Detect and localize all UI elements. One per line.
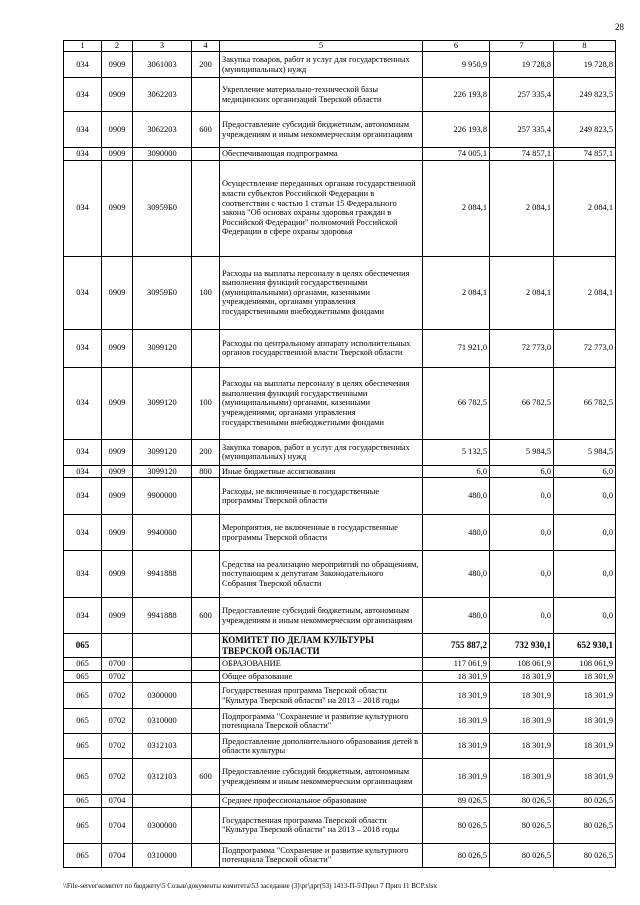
cell-expense-type — [192, 551, 220, 598]
cell-amount-2015: 80 026,5 — [490, 843, 554, 867]
cell-ministry-code: 034 — [64, 256, 102, 329]
cell-amount-2016: 80 026,5 — [554, 807, 616, 843]
cell-ministry-code: 065 — [64, 843, 102, 867]
cell-amount-2015: 0,0 — [490, 551, 554, 598]
cell-ministry-code: 034 — [64, 465, 102, 478]
cell-amount-2015: 0,0 — [490, 598, 554, 634]
cell-expense-type — [192, 843, 220, 867]
cell-section-code: 0702 — [102, 670, 133, 683]
cell-amount-2015: 18 301,9 — [490, 734, 554, 759]
cell-ministry-code: 034 — [64, 329, 102, 367]
table-row — [64, 795, 616, 808]
cell-ministry-code: 034 — [64, 439, 102, 465]
cell-section-code: 0909 — [102, 78, 133, 112]
cell-target-article: 3099120 — [133, 367, 192, 439]
cell-section-code: 0704 — [102, 807, 133, 843]
cell-section-code: 0909 — [102, 515, 133, 551]
cell-expense-type — [192, 478, 220, 515]
cell-ministry-code: 065 — [64, 709, 102, 734]
cell-amount-2015: 2 084,1 — [490, 160, 554, 256]
cell-target-article: 0300000 — [133, 683, 192, 709]
cell-description: Подпрограмма "Сохранение и развитие культурного потенциала Тверской области" — [220, 843, 423, 867]
header-col-1: 1 — [64, 41, 102, 52]
cell-amount-2016: 80 026,5 — [554, 795, 616, 808]
table-row — [64, 658, 616, 671]
cell-target-article: 0310000 — [133, 709, 192, 734]
cell-expense-type: 100 — [192, 256, 220, 329]
cell-description: ОБРАЗОВАНИЕ — [220, 658, 423, 671]
cell-target-article — [133, 634, 192, 658]
cell-description: Закупка товаров, работ и услуг для государственных (муниципальных) нужд — [220, 52, 423, 78]
cell-target-article: 0312103 — [133, 759, 192, 795]
cell-section-code — [102, 634, 133, 658]
cell-ministry-code: 065 — [64, 759, 102, 795]
cell-ministry-code: 065 — [64, 658, 102, 671]
cell-amount-2014: 480,0 — [423, 598, 490, 634]
cell-section-code: 0702 — [102, 683, 133, 709]
cell-target-article: 0312103 — [133, 734, 192, 759]
cell-amount-2016: 18 301,9 — [554, 759, 616, 795]
cell-ministry-code: 034 — [64, 515, 102, 551]
cell-target-article: 3062203 — [133, 112, 192, 148]
cell-expense-type — [192, 658, 220, 671]
cell-section-code: 0909 — [102, 329, 133, 367]
table-row — [64, 329, 616, 367]
cell-amount-2014: 6,0 — [423, 465, 490, 478]
cell-description: Средства на реализацию мероприятий по обращениям, поступающим к депутатам Законодательного Собрания Тверской области — [220, 551, 423, 598]
cell-amount-2014: 80 026,5 — [423, 807, 490, 843]
cell-description: Государственная программа Тверской области "Культура Тверской области" на 2013 – 2018 годы — [220, 683, 423, 709]
cell-ministry-code: 065 — [64, 634, 102, 658]
cell-section-code: 0702 — [102, 759, 133, 795]
cell-amount-2016: 72 773,0 — [554, 329, 616, 367]
cell-section-code: 0704 — [102, 795, 133, 808]
cell-amount-2014: 18 301,9 — [423, 709, 490, 734]
cell-amount-2016: 18 301,9 — [554, 670, 616, 683]
cell-ministry-code: 034 — [64, 112, 102, 148]
cell-description: Подпрограмма "Сохранение и развитие культурного потенциала Тверской области" — [220, 709, 423, 734]
cell-amount-2014: 18 301,9 — [423, 734, 490, 759]
cell-expense-type — [192, 807, 220, 843]
cell-amount-2016: 18 301,9 — [554, 734, 616, 759]
cell-expense-type — [192, 329, 220, 367]
cell-amount-2015: 19 728,8 — [490, 52, 554, 78]
cell-section-code: 0909 — [102, 598, 133, 634]
cell-description: Расходы на выплаты персоналу в целях обеспечения выполнения функций государственными (муниципальными) органами, казенными учреждениями, органами управления государственными внебюджетными фондами — [220, 256, 423, 329]
cell-amount-2015: 74 857,1 — [490, 148, 554, 161]
cell-amount-2014: 5 132,5 — [423, 439, 490, 465]
cell-amount-2016: 0,0 — [554, 551, 616, 598]
cell-target-article: 3062203 — [133, 78, 192, 112]
cell-expense-type — [192, 78, 220, 112]
cell-target-article: 3099120 — [133, 329, 192, 367]
header-col-3: 3 — [133, 41, 192, 52]
cell-amount-2016: 74 857,1 — [554, 148, 616, 161]
table-row — [64, 843, 616, 867]
cell-amount-2015: 18 301,9 — [490, 759, 554, 795]
header-col-8: 8 — [554, 41, 616, 52]
cell-expense-type — [192, 634, 220, 658]
cell-amount-2015: 18 301,9 — [490, 670, 554, 683]
cell-expense-type — [192, 709, 220, 734]
cell-amount-2014: 18 301,9 — [423, 670, 490, 683]
cell-amount-2014: 480,0 — [423, 478, 490, 515]
cell-amount-2014: 226 193,8 — [423, 78, 490, 112]
file-path-footer: \\File-server\комитет по бюджету\5 Созыв\документы комитета\53 заседание (3)\рг\дрг(53) 1413-П-5\Прил 7 Прил 11 ВСР.xlsx — [63, 882, 438, 890]
cell-section-code: 0704 — [102, 843, 133, 867]
cell-ministry-code: 065 — [64, 807, 102, 843]
cell-amount-2015: 72 773,0 — [490, 329, 554, 367]
cell-description: КОМИТЕТ ПО ДЕЛАМ КУЛЬТУРЫ ТВЕРСКОЙ ОБЛАСТИ — [220, 634, 423, 658]
cell-amount-2016: 2 084,1 — [554, 160, 616, 256]
cell-target-article: 30959Б0 — [133, 160, 192, 256]
cell-section-code: 0909 — [102, 160, 133, 256]
cell-expense-type — [192, 734, 220, 759]
cell-ministry-code: 065 — [64, 734, 102, 759]
cell-expense-type: 100 — [192, 367, 220, 439]
cell-ministry-code: 065 — [64, 670, 102, 683]
cell-amount-2016: 5 984,5 — [554, 439, 616, 465]
cell-target-article — [133, 795, 192, 808]
cell-amount-2016: 0,0 — [554, 515, 616, 551]
cell-section-code: 0909 — [102, 478, 133, 515]
cell-section-code: 0700 — [102, 658, 133, 671]
cell-description: Общее образование — [220, 670, 423, 683]
table-row — [64, 367, 616, 439]
cell-target-article: 30959Б0 — [133, 256, 192, 329]
cell-amount-2014: 2 084,1 — [423, 160, 490, 256]
cell-amount-2016: 66 782,5 — [554, 367, 616, 439]
header-col-7: 7 — [490, 41, 554, 52]
cell-amount-2014: 226 193,8 — [423, 112, 490, 148]
cell-section-code: 0909 — [102, 465, 133, 478]
cell-amount-2014: 480,0 — [423, 551, 490, 598]
cell-ministry-code: 034 — [64, 478, 102, 515]
cell-expense-type — [192, 683, 220, 709]
cell-amount-2016: 18 301,9 — [554, 683, 616, 709]
table-row — [64, 78, 616, 112]
cell-amount-2016: 0,0 — [554, 598, 616, 634]
cell-ministry-code: 034 — [64, 78, 102, 112]
cell-ministry-code: 065 — [64, 795, 102, 808]
cell-target-article: 3099120 — [133, 439, 192, 465]
cell-description: Укрепление материально-технической базы медицинских организаций Тверской области — [220, 78, 423, 112]
cell-amount-2015: 108 061,9 — [490, 658, 554, 671]
cell-amount-2014: 117 061,9 — [423, 658, 490, 671]
cell-target-article: 9940000 — [133, 515, 192, 551]
cell-description: Предоставление дополнительного образования детей в области культуры — [220, 734, 423, 759]
cell-section-code: 0909 — [102, 148, 133, 161]
cell-description: Государственная программа Тверской области "Культура Тверской области" на 2013 – 2018 годы — [220, 807, 423, 843]
cell-amount-2016: 249 823,5 — [554, 78, 616, 112]
table-row — [64, 52, 616, 78]
cell-amount-2016: 18 301,9 — [554, 709, 616, 734]
cell-target-article: 3090000 — [133, 148, 192, 161]
cell-amount-2014: 71 921,0 — [423, 329, 490, 367]
cell-description: Осуществление переданных органам государственной власти субъектов Российской Федерации в соответствии с частью 1 статьи 15 Федерального закона "Об основах охраны здоровья граждан в Российской Федерации" полномочий Российской Федерации в сфере охраны здоровья — [220, 160, 423, 256]
cell-description: Расходы по центральному аппарату исполнительных органов государственной власти Тверской области — [220, 329, 423, 367]
cell-description: Иные бюджетные ассигнования — [220, 465, 423, 478]
cell-section-code: 0909 — [102, 439, 133, 465]
cell-expense-type — [192, 795, 220, 808]
cell-section-code: 0909 — [102, 256, 133, 329]
cell-description: Закупка товаров, работ и услуг для государственных (муниципальных) нужд — [220, 439, 423, 465]
cell-description: Расходы на выплаты персоналу в целях обеспечения выполнения функций государственными (муниципальными) органами, казенными учреждениями, органами управления государственными внебюджетными фондами — [220, 367, 423, 439]
cell-amount-2016: 80 026,5 — [554, 843, 616, 867]
cell-amount-2015: 257 335,4 — [490, 112, 554, 148]
cell-description: Предоставление субсидий бюджетным, автономным учреждениям и иным некоммерческим организациям — [220, 598, 423, 634]
table-row — [64, 734, 616, 759]
cell-description: Мероприятия, не включенные в государственные программы Тверской области — [220, 515, 423, 551]
budget-table — [63, 40, 616, 868]
cell-amount-2015: 18 301,9 — [490, 709, 554, 734]
cell-amount-2015: 6,0 — [490, 465, 554, 478]
page-number: 28 — [615, 22, 624, 32]
cell-amount-2014: 66 782,5 — [423, 367, 490, 439]
table-row — [64, 759, 616, 795]
cell-target-article — [133, 658, 192, 671]
cell-amount-2015: 18 301,9 — [490, 683, 554, 709]
cell-description: Расходы, не включенные в государственные программы Тверской области — [220, 478, 423, 515]
table-row — [64, 515, 616, 551]
cell-section-code: 0909 — [102, 551, 133, 598]
table-row — [64, 670, 616, 683]
cell-target-article: 0300000 — [133, 807, 192, 843]
cell-target-article — [133, 670, 192, 683]
cell-amount-2015: 80 026,5 — [490, 795, 554, 808]
cell-amount-2014: 89 026,5 — [423, 795, 490, 808]
cell-expense-type: 600 — [192, 598, 220, 634]
cell-description: Предоставление субсидий бюджетным, автономным учреждениям и иным некоммерческим организациям — [220, 759, 423, 795]
cell-ministry-code: 034 — [64, 160, 102, 256]
cell-expense-type: 600 — [192, 759, 220, 795]
cell-amount-2015: 0,0 — [490, 478, 554, 515]
table-row — [64, 465, 616, 478]
table-row — [64, 160, 616, 256]
cell-amount-2015: 66 782,5 — [490, 367, 554, 439]
cell-section-code: 0702 — [102, 734, 133, 759]
cell-amount-2015: 5 984,5 — [490, 439, 554, 465]
cell-expense-type: 200 — [192, 439, 220, 465]
cell-amount-2016: 19 728,8 — [554, 52, 616, 78]
cell-ministry-code: 034 — [64, 148, 102, 161]
cell-section-code: 0909 — [102, 112, 133, 148]
table-row — [64, 256, 616, 329]
cell-amount-2015: 0,0 — [490, 515, 554, 551]
cell-ministry-code: 034 — [64, 551, 102, 598]
cell-expense-type: 200 — [192, 52, 220, 78]
cell-amount-2015: 257 335,4 — [490, 78, 554, 112]
cell-expense-type — [192, 515, 220, 551]
cell-ministry-code: 034 — [64, 598, 102, 634]
table-row — [64, 807, 616, 843]
table-row — [64, 634, 616, 658]
cell-amount-2016: 2 084,1 — [554, 256, 616, 329]
cell-amount-2014: 74 005,1 — [423, 148, 490, 161]
cell-expense-type — [192, 160, 220, 256]
table-row — [64, 709, 616, 734]
cell-amount-2014: 18 301,9 — [423, 683, 490, 709]
cell-target-article: 3061003 — [133, 52, 192, 78]
cell-amount-2016: 108 061,9 — [554, 658, 616, 671]
header-col-5: 5 — [220, 41, 423, 52]
cell-amount-2016: 0,0 — [554, 478, 616, 515]
cell-expense-type — [192, 148, 220, 161]
cell-amount-2014: 755 887,2 — [423, 634, 490, 658]
cell-amount-2014: 9 950,9 — [423, 52, 490, 78]
table-header-row — [64, 41, 616, 52]
table-row — [64, 439, 616, 465]
table-row — [64, 598, 616, 634]
cell-section-code: 0909 — [102, 52, 133, 78]
cell-section-code: 0909 — [102, 367, 133, 439]
cell-amount-2014: 480,0 — [423, 515, 490, 551]
cell-target-article: 9941888 — [133, 551, 192, 598]
table-row — [64, 478, 616, 515]
table-row — [64, 112, 616, 148]
cell-amount-2015: 2 084,1 — [490, 256, 554, 329]
cell-expense-type — [192, 670, 220, 683]
cell-description: Предоставление субсидий бюджетным, автономным учреждениям и иным некоммерческим организациям — [220, 112, 423, 148]
table-row — [64, 551, 616, 598]
cell-target-article: 9900000 — [133, 478, 192, 515]
cell-amount-2014: 80 026,5 — [423, 843, 490, 867]
cell-ministry-code: 065 — [64, 683, 102, 709]
cell-target-article: 9941888 — [133, 598, 192, 634]
cell-description: Среднее профессиональное образование — [220, 795, 423, 808]
cell-amount-2014: 2 084,1 — [423, 256, 490, 329]
cell-amount-2016: 652 930,1 — [554, 634, 616, 658]
table-row — [64, 148, 616, 161]
cell-ministry-code: 034 — [64, 367, 102, 439]
cell-amount-2015: 80 026,5 — [490, 807, 554, 843]
header-col-2: 2 — [102, 41, 133, 52]
table-row — [64, 683, 616, 709]
cell-expense-type: 800 — [192, 465, 220, 478]
cell-amount-2015: 732 930,1 — [490, 634, 554, 658]
cell-amount-2016: 6,0 — [554, 465, 616, 478]
cell-target-article: 0310000 — [133, 843, 192, 867]
cell-expense-type: 600 — [192, 112, 220, 148]
header-col-4: 4 — [192, 41, 220, 52]
cell-target-article: 3099120 — [133, 465, 192, 478]
header-col-6: 6 — [423, 41, 490, 52]
cell-section-code: 0702 — [102, 709, 133, 734]
cell-amount-2016: 249 823,5 — [554, 112, 616, 148]
cell-ministry-code: 034 — [64, 52, 102, 78]
cell-description: Обеспечивающая подпрограмма — [220, 148, 423, 161]
cell-amount-2014: 18 301,9 — [423, 759, 490, 795]
